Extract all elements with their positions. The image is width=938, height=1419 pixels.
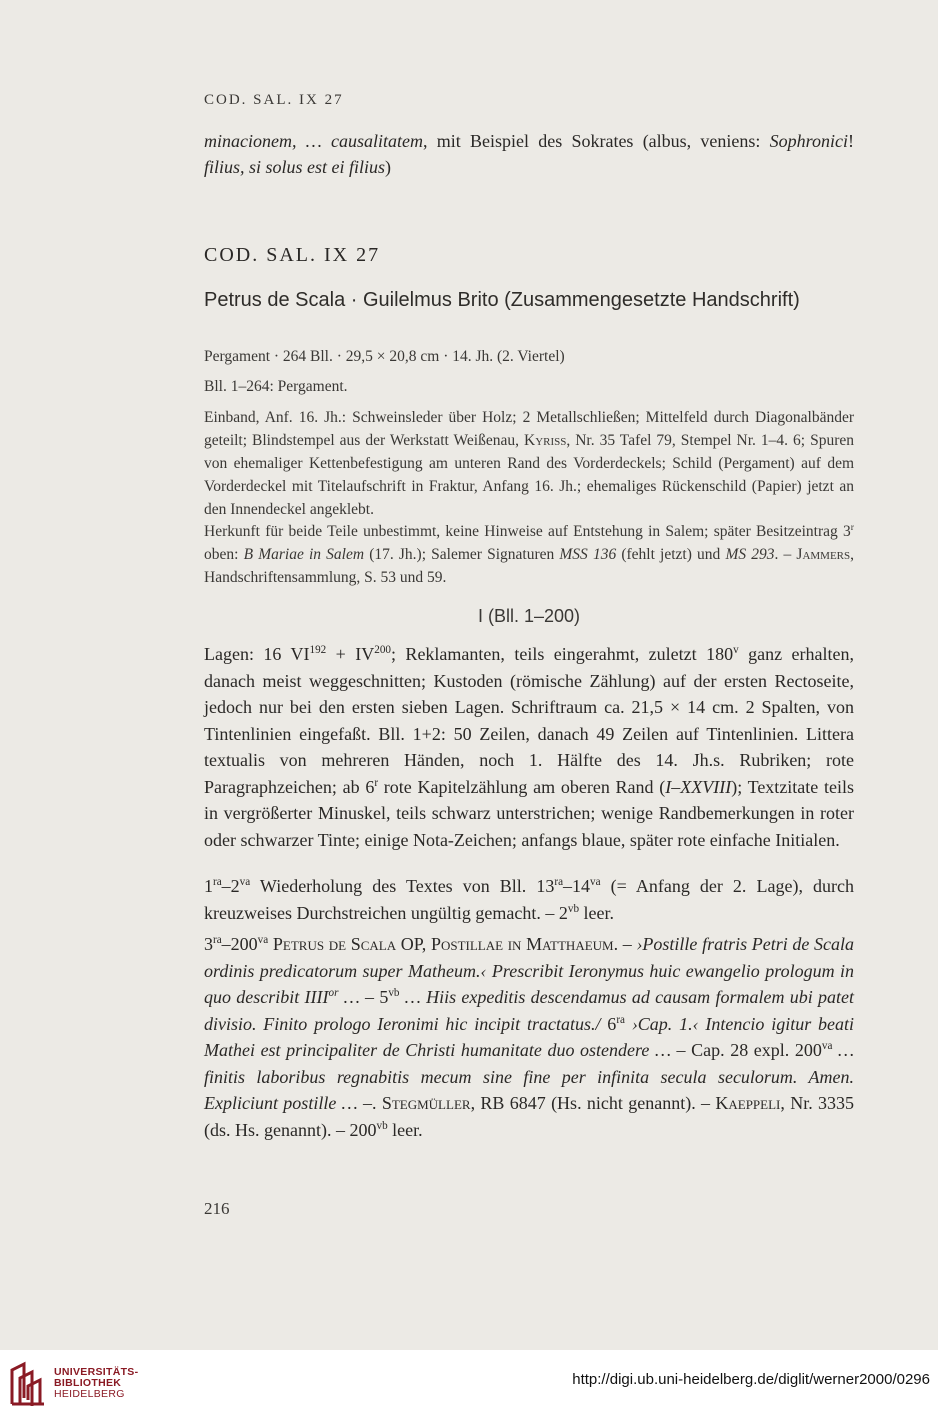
running-head: COD. SAL. IX 27 [204,92,344,108]
wiederholung-paragraph: $1^{ra}-2^{va}$ Wiederholung des Textes von Bll. $13^{ra}-14^{va}$ (= Anfang der 2. Lage), durch kreuzweises Durchstreichen ungültig gemacht. – $2^{vb}$ leer. [204,876,854,923]
herkunft-paragraph: Herkunft für beide Teile unbestimmt, keine Hinweise auf Entstehung in Salem; später Besitzeintrag 3$^r$ oben: B Mariae in Salem (17. Jh.); Salemer Signaturen MSS 136 (fehlt jetzt) und MS 293. – Jammers, Handschriftensammlung, S. 53 und 59. [204,521,855,586]
part-heading: I (Bll. 1–200) [477,606,581,626]
codex-title: COD. SAL. IX 27 [204,244,381,266]
footer-bar [0,1350,938,1419]
page-number: 216 [204,1199,230,1218]
main-title: Petrus de Scala · Guilelmus Brito (Zusammengesetzte Handschrift) [204,289,800,311]
lagen-paragraph: Lagen: 16 $VI^{192} + IV^{200}$; Reklamanten, teils eingerahmt, zuletzt 180$^v$ ganz erhalten, danach meist weggeschnitten; Kustoden (römische Zählung) auf der ersten Rectoseite, jedoch nur bei den ersten sieben Lagen. Schriftraum ca. 21,5 × 14 cm. 2 Spalten, von Tintenlinien eingefaßt. Bll. 1+2: 50 Zeilen, danach 49 Zeilen auf Tintenlinien. Littera textualis von mehreren Händen, noch 1. Hälfte des 14. Jh.s. Rubriken; rote Paragraphzeichen; ab 6$^r$ rote Kapitelzählung am oberen Rand (I–XXVIII); Textzitate teils in vergrößerter Minuskel, teils schwarz unterstrichen; wenige Randbemerkungen in roter oder schwarzer Tinte; einige Nota-Zeichen; anfangs blaue, später rote einfache Initialen. [204,644,854,850]
leaves-line: Bll. 1–264: Pergament. [204,378,348,395]
intro-paragraph: minacionem, … causalitatem, mit Beispiel des Sokrates (albus, veniens: Sophronici! filius, si solus est ei filius) [204,131,854,177]
petrus-paragraph: $3^{ra}-200^{va}$ Petrus de Scala OP, Postillae in Matthaeum. – ›Postille fratris Petri de Scala ordinis predicatorum super Matheum.‹ Prescribit Ieronymus huic ewangelio prologum in quo describit $IIII^{or}$ … – $5^{vb}$ … Hiis expeditis descendamus ad causam formalem ubi patet divisio. Finito prologo Ieronimi hic incipit tractatus./ $6^{ra}$ ›Cap. 1.‹ Intencio igitur beati Mathei est principaliter de Christi humanitate duo ostendere … – Cap. 28 expl. $200^{va}$ … finitis laboribus regnabitis mecum sine fine per infinita secula seculorum. Amen. Expliciunt postille … –. Stegmüller, RB 6847 (Hs. nicht genannt). – Kaeppeli, Nr. 3335 (ds. Hs. genannt). – $200^{vb}$ leer. [204,934,855,1140]
einband-paragraph: Einband, Anf. 16. Jh.: Schweinsleder über Holz; 2 Metallschließen; Mittelfeld durch Diagonalbänder geteilt; Blindstempel aus der Werkstatt Weißenau, Kyriss, Nr. 35 Tafel 79, Stempel Nr. 1–4. 6; Spuren von ehemaliger Kettenbefestigung am unteren Rand des Vorderdeckels; Schild (Pergament) auf dem Vorderdeckel mit Titelaufschrift in Fraktur, Anfang 16. Jh.; ehemaliges Rückenschild (Papier) jetzt an den Innendeckel angeklebt. [204,409,854,518]
library-logo-icon[interactable] [8,1360,50,1408]
material-line: Pergament · 264 Bll. · 29,5 × 20,8 cm · 14. Jh. (2. Viertel) [204,348,565,365]
library-logo-text: UNIVERSITÄTS- BIBLIOTHEK HEIDELBERG [54,1366,139,1400]
permalink-url[interactable]: http://digi.ub.uni-heidelberg.de/diglit/werner2000/0296 [572,1371,930,1388]
